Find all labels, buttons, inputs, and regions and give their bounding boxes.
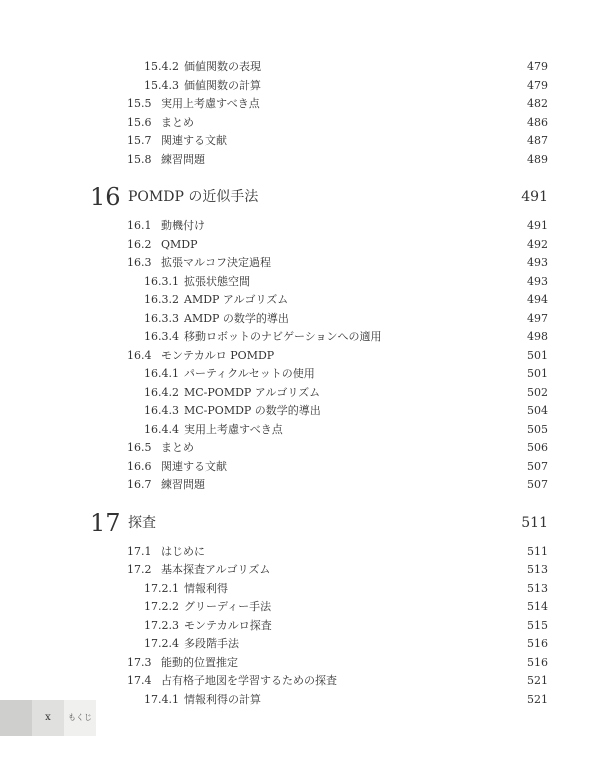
toc-entry-title: QMDP bbox=[161, 237, 198, 251]
toc-entry-title: 価値関数の表現 bbox=[184, 60, 261, 73]
toc-entry-title: 移動ロボットのナビゲーションへの適用 bbox=[184, 330, 382, 343]
footer-tab-left bbox=[0, 700, 32, 736]
toc-entry-title: 実用上考慮すべき点 bbox=[161, 97, 260, 110]
toc-entry-num: 16.3 bbox=[127, 256, 152, 269]
toc-entry-num: 17.4.1 bbox=[144, 692, 179, 706]
toc-entry-num: 17.2.3 bbox=[144, 618, 179, 632]
toc-entry-title: AMDP アルゴリズム bbox=[184, 293, 289, 306]
toc-entry-title: パーティクルセットの使用 bbox=[184, 367, 315, 380]
toc-section[interactable] bbox=[0, 672, 600, 690]
toc-entry-title: 探査 bbox=[128, 514, 156, 531]
toc-section[interactable] bbox=[0, 114, 600, 132]
toc-entry-num: 16.3.4 bbox=[144, 330, 179, 343]
toc-subsection[interactable] bbox=[0, 421, 600, 439]
toc-entry-num: 15.7 bbox=[127, 134, 152, 147]
toc-chapter[interactable] bbox=[0, 508, 600, 537]
toc-entry-title: まとめ bbox=[161, 115, 194, 129]
toc-entry-page: 498 bbox=[527, 330, 548, 343]
toc-entry-page: 504 bbox=[527, 404, 548, 417]
toc-entry-page: 493 bbox=[527, 274, 548, 288]
toc-entry-page: 482 bbox=[527, 97, 548, 110]
toc-section[interactable] bbox=[0, 347, 600, 365]
toc-entry-num: 17.4 bbox=[127, 674, 152, 687]
page-folio: x bbox=[45, 712, 51, 723]
toc-entry-num: 16.4 bbox=[127, 348, 152, 362]
toc-entry-page: 511 bbox=[521, 514, 548, 531]
toc-section[interactable] bbox=[0, 95, 600, 113]
toc-entry-page: 506 bbox=[527, 441, 548, 454]
toc-entry-title: 関連する文献 bbox=[161, 459, 227, 473]
toc-entry-num: 16.5 bbox=[127, 441, 152, 454]
toc-entry-num: 16.2 bbox=[127, 237, 152, 251]
toc-section[interactable] bbox=[0, 439, 600, 457]
toc-entry-num: 15.4.3 bbox=[144, 78, 179, 92]
toc-entry-page: 502 bbox=[527, 385, 548, 399]
toc-entry-title: MC-POMDP の数学的導出 bbox=[184, 404, 321, 417]
toc-entry-title: まとめ bbox=[161, 441, 194, 454]
toc-entry-page: 513 bbox=[527, 581, 548, 595]
toc-entry-num: 16.4.4 bbox=[144, 422, 179, 436]
toc-entry-num: 17 bbox=[90, 508, 121, 537]
toc-entry-title: 基本探査アルゴリズム bbox=[161, 563, 271, 576]
toc-entry-page: 497 bbox=[527, 311, 548, 325]
toc-subsection[interactable] bbox=[0, 58, 600, 76]
toc-entry-title: 拡張マルコフ決定過程 bbox=[161, 256, 271, 269]
toc-section[interactable] bbox=[0, 476, 600, 494]
toc-subsection[interactable] bbox=[0, 310, 600, 328]
toc-entry-page: 494 bbox=[527, 293, 548, 306]
toc-entry-page: 511 bbox=[527, 544, 548, 558]
toc-section[interactable] bbox=[0, 561, 600, 579]
toc-entry-title: 拡張状態空間 bbox=[184, 274, 250, 288]
toc-entry-num: 15.6 bbox=[127, 115, 152, 129]
toc-entry-page: 491 bbox=[521, 189, 548, 205]
toc-subsection[interactable] bbox=[0, 598, 600, 616]
toc-entry-num: 16.1 bbox=[127, 219, 152, 232]
toc-entry-page: 513 bbox=[527, 563, 548, 576]
toc-entry-page: 507 bbox=[527, 459, 548, 473]
toc-section[interactable] bbox=[0, 132, 600, 150]
toc-entry-num: 16 bbox=[90, 183, 121, 211]
toc-entry-title: 価値関数の計算 bbox=[184, 78, 261, 92]
toc-entry-num: 15.5 bbox=[127, 97, 152, 110]
toc-section[interactable] bbox=[0, 654, 600, 672]
toc-section[interactable] bbox=[0, 151, 600, 169]
toc-subsection[interactable] bbox=[0, 365, 600, 383]
toc-entry-page: 507 bbox=[527, 478, 548, 491]
toc-subsection[interactable] bbox=[0, 77, 600, 95]
toc-entry-page: 516 bbox=[527, 637, 548, 650]
toc-entry-page: 521 bbox=[527, 674, 548, 687]
toc-entry-page: 479 bbox=[527, 78, 548, 92]
toc-entry-num: 16.4.1 bbox=[144, 367, 179, 380]
toc-entry-title: はじめに bbox=[161, 544, 205, 558]
toc-entry-title: 練習問題 bbox=[161, 152, 205, 166]
toc-entry-num: 16.6 bbox=[127, 459, 152, 473]
toc-entry-title: モンテカルロ探査 bbox=[184, 618, 272, 632]
toc-entry-page: 521 bbox=[527, 692, 548, 706]
toc-section[interactable] bbox=[0, 543, 600, 561]
toc-entry-num: 16.7 bbox=[127, 478, 152, 491]
toc-entry-num: 16.4.3 bbox=[144, 404, 179, 417]
toc-entry-title: グリーディー手法 bbox=[184, 600, 272, 613]
toc-entry-num: 17.3 bbox=[127, 655, 152, 669]
toc-entry-page: 516 bbox=[527, 655, 548, 669]
toc-entry-page: 489 bbox=[527, 152, 548, 166]
toc-entry-num: 16.3.1 bbox=[144, 274, 179, 288]
toc-entry-title: 情報利得の計算 bbox=[184, 692, 261, 706]
toc-entry-num: 16.3.3 bbox=[144, 311, 179, 325]
running-head: もくじ bbox=[68, 713, 92, 722]
toc-entry-num: 16.3.2 bbox=[144, 293, 179, 306]
toc-section[interactable] bbox=[0, 254, 600, 272]
toc-entry-title: 実用上考慮すべき点 bbox=[184, 422, 283, 436]
toc-entry-page: 491 bbox=[527, 219, 548, 232]
toc-entry-page: 492 bbox=[527, 237, 548, 251]
toc-subsection[interactable] bbox=[0, 402, 600, 420]
toc-subsection[interactable] bbox=[0, 635, 600, 653]
toc-entry-num: 17.2.1 bbox=[144, 581, 179, 595]
toc-subsection[interactable] bbox=[0, 291, 600, 309]
toc-subsection[interactable] bbox=[0, 617, 600, 635]
toc-entry-num: 17.2.4 bbox=[144, 637, 179, 650]
toc-section[interactable] bbox=[0, 458, 600, 476]
toc-section[interactable] bbox=[0, 236, 600, 254]
toc-entry-page: 501 bbox=[527, 367, 548, 380]
toc-entry-title: 情報利得 bbox=[184, 581, 228, 595]
toc-entry-title: 能動的位置推定 bbox=[161, 655, 238, 669]
toc-subsection[interactable] bbox=[0, 328, 600, 346]
toc-entry-num: 15.4.2 bbox=[144, 60, 179, 73]
toc-entry-page: 514 bbox=[527, 600, 548, 613]
toc-entry-page: 487 bbox=[527, 134, 548, 147]
toc-entry-page: 515 bbox=[527, 618, 548, 632]
toc-entry-title: 動機付け bbox=[161, 219, 205, 232]
toc-entry-page: 493 bbox=[527, 256, 548, 269]
toc-subsection[interactable] bbox=[0, 273, 600, 291]
toc-section[interactable] bbox=[0, 217, 600, 235]
toc-entry-title: POMDP の近似手法 bbox=[128, 189, 259, 205]
toc-entry-num: 15.8 bbox=[127, 152, 152, 166]
toc-entry-page: 479 bbox=[527, 60, 548, 73]
toc-entry-num: 17.2.2 bbox=[144, 600, 179, 613]
toc-chapter[interactable] bbox=[0, 182, 600, 211]
toc-entry-num: 17.2 bbox=[127, 563, 152, 576]
toc-entry-num: 16.4.2 bbox=[144, 385, 179, 399]
toc-entry-title: MC-POMDP アルゴリズム bbox=[184, 385, 321, 399]
toc-entry-page: 501 bbox=[527, 348, 548, 362]
toc-entry-title: 多段階手法 bbox=[184, 637, 239, 650]
toc-entry-title: 練習問題 bbox=[161, 478, 205, 491]
toc-subsection[interactable] bbox=[0, 580, 600, 598]
toc-subsection[interactable] bbox=[0, 384, 600, 402]
toc-entry-title: 占有格子地図を学習するための探査 bbox=[161, 674, 337, 687]
toc-entry-title: 関連する文献 bbox=[161, 134, 227, 147]
toc-entry-num: 17.1 bbox=[127, 544, 152, 558]
toc-entry-page: 486 bbox=[527, 115, 548, 129]
toc-entry-title: モンテカルロ POMDP bbox=[161, 348, 275, 362]
toc-entry-title: AMDP の数学的導出 bbox=[184, 311, 289, 325]
toc-entry-page: 505 bbox=[527, 422, 548, 436]
